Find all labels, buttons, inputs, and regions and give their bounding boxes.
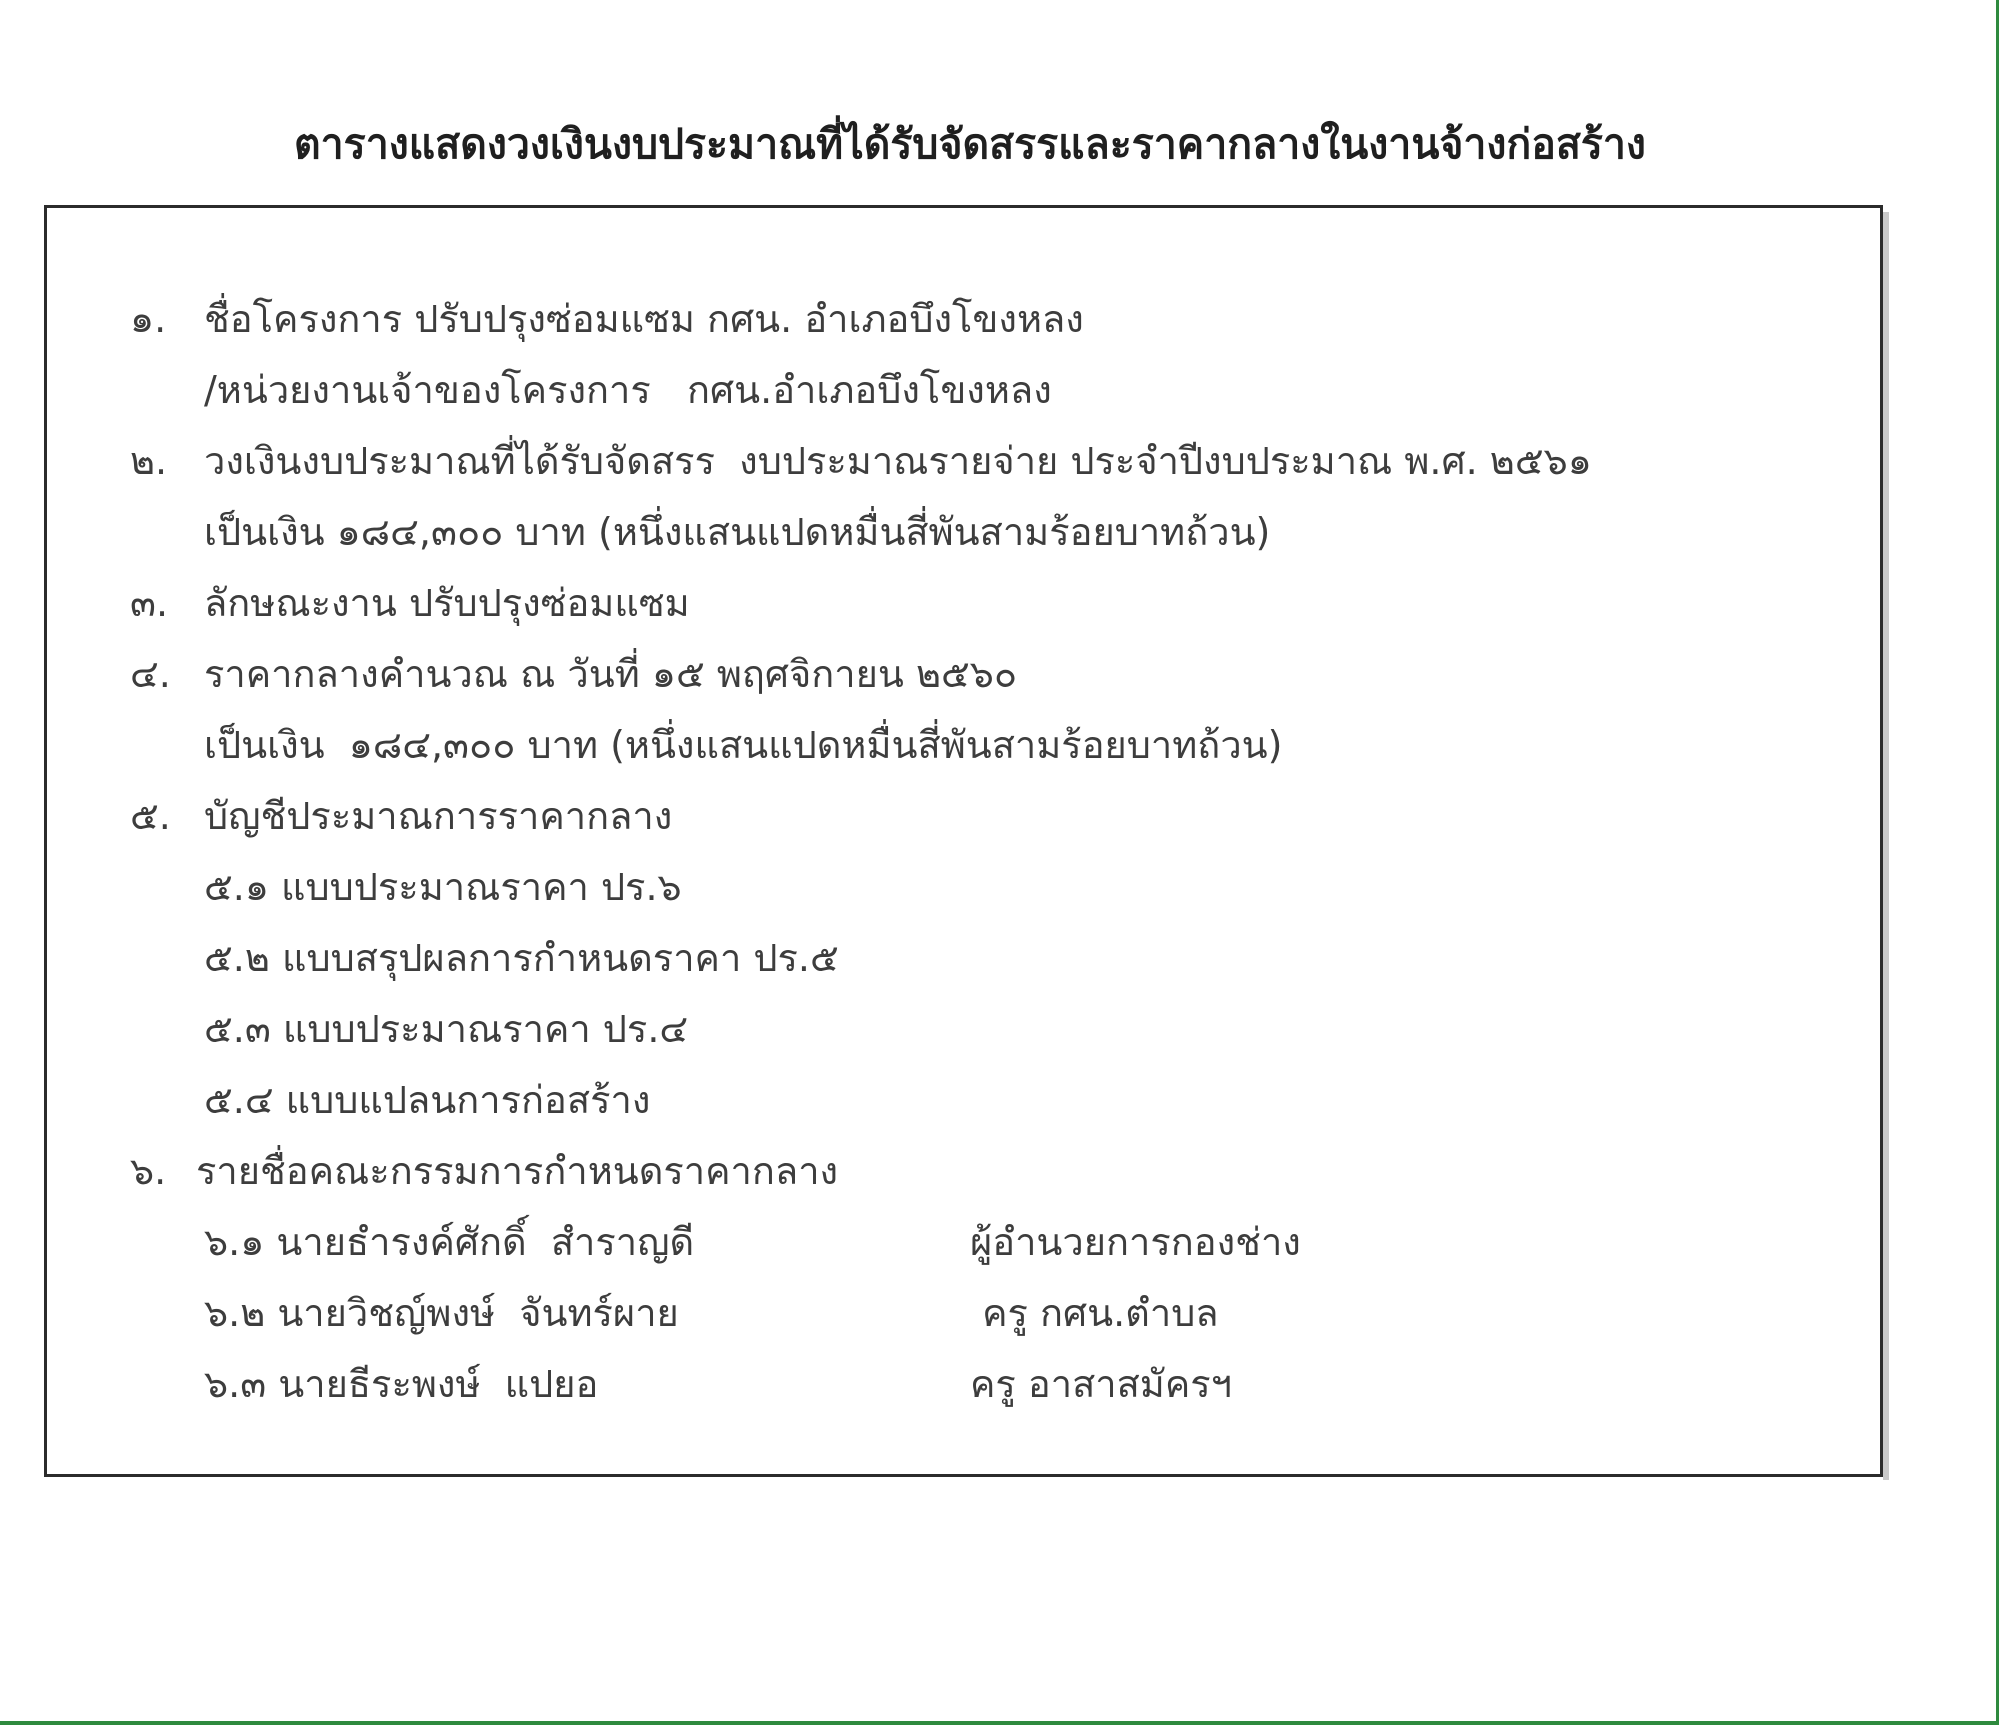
committee-member-2-name: ๖.๒ นายวิชญ์พงษ์ จันทร์ผาย bbox=[204, 1291, 679, 1335]
item-text-6: รายชื่อคณะกรรมการกำหนดราคากลาง bbox=[196, 1149, 839, 1193]
committee-member-2-role: ครู กศน.ตำบล bbox=[970, 1291, 1219, 1335]
item-number-4: ๔. bbox=[130, 652, 171, 696]
item-number-6: ๖. bbox=[130, 1149, 167, 1193]
item-number-3: ๓. bbox=[130, 581, 169, 625]
box-shadow bbox=[1883, 212, 1889, 1480]
item-5-1: ๕.๑ แบบประมาณราคา ปร.๖ bbox=[204, 865, 682, 909]
document-title: ตารางแสดงวงเงินงบประมาณที่ได้รับจัดสรรและราคากลางในงานจ้างก่อสร้าง bbox=[294, 120, 1646, 168]
item-text-2: วงเงินงบประมาณที่ได้รับจัดสรร งบประมาณรายจ่าย ประจำปีงบประมาณ พ.ศ. ๒๕๖๑ bbox=[204, 439, 1592, 483]
item-text-4-amount: เป็นเงิน ๑๘๔,๓๐๐ บาท (หนึ่งแสนแปดหมื่นสี่พันสามร้อยบาทถ้วน) bbox=[204, 723, 1283, 767]
committee-member-1-name: ๖.๑ นายธำรงค์ศักดิ์ สำราญดี bbox=[204, 1220, 695, 1264]
item-5-3: ๕.๓ แบบประมาณราคา ปร.๔ bbox=[204, 1007, 689, 1051]
item-number-1: ๑. bbox=[130, 297, 167, 341]
item-number-5: ๕. bbox=[130, 794, 171, 838]
item-text-5: บัญชีประมาณการราคากลาง bbox=[204, 794, 673, 838]
item-text-3: ลักษณะงาน ปรับปรุงซ่อมแซม bbox=[204, 581, 690, 625]
item-text-1-owner: /หน่วยงานเจ้าของโครงการ กศน.อำเภอบึงโขงหลง bbox=[204, 368, 1052, 412]
item-text-4: ราคากลางคำนวณ ณ วันที่ ๑๕ พฤศจิกายน ๒๕๖๐ bbox=[204, 652, 1018, 696]
item-number-2: ๒. bbox=[130, 439, 168, 483]
committee-member-1-role: ผู้อำนวยการกองช่าง bbox=[970, 1220, 1301, 1264]
item-5-2: ๕.๒ แบบสรุปผลการกำหนดราคา ปร.๕ bbox=[204, 936, 839, 980]
item-text-1: ชื่อโครงการ ปรับปรุงซ่อมแซม กศน. อำเภอบึงโขงหลง bbox=[204, 297, 1084, 341]
item-text-2-amount: เป็นเงิน ๑๘๔,๓๐๐ บาท (หนึ่งแสนแปดหมื่นสี่พันสามร้อยบาทถ้วน) bbox=[204, 510, 1271, 554]
item-5-4: ๕.๔ แบบแปลนการก่อสร้าง bbox=[204, 1078, 651, 1122]
committee-member-3-name: ๖.๓ นายธีระพงษ์ แปยอ bbox=[204, 1362, 599, 1406]
committee-member-3-role: ครู อาสาสมัครฯ bbox=[970, 1362, 1233, 1406]
